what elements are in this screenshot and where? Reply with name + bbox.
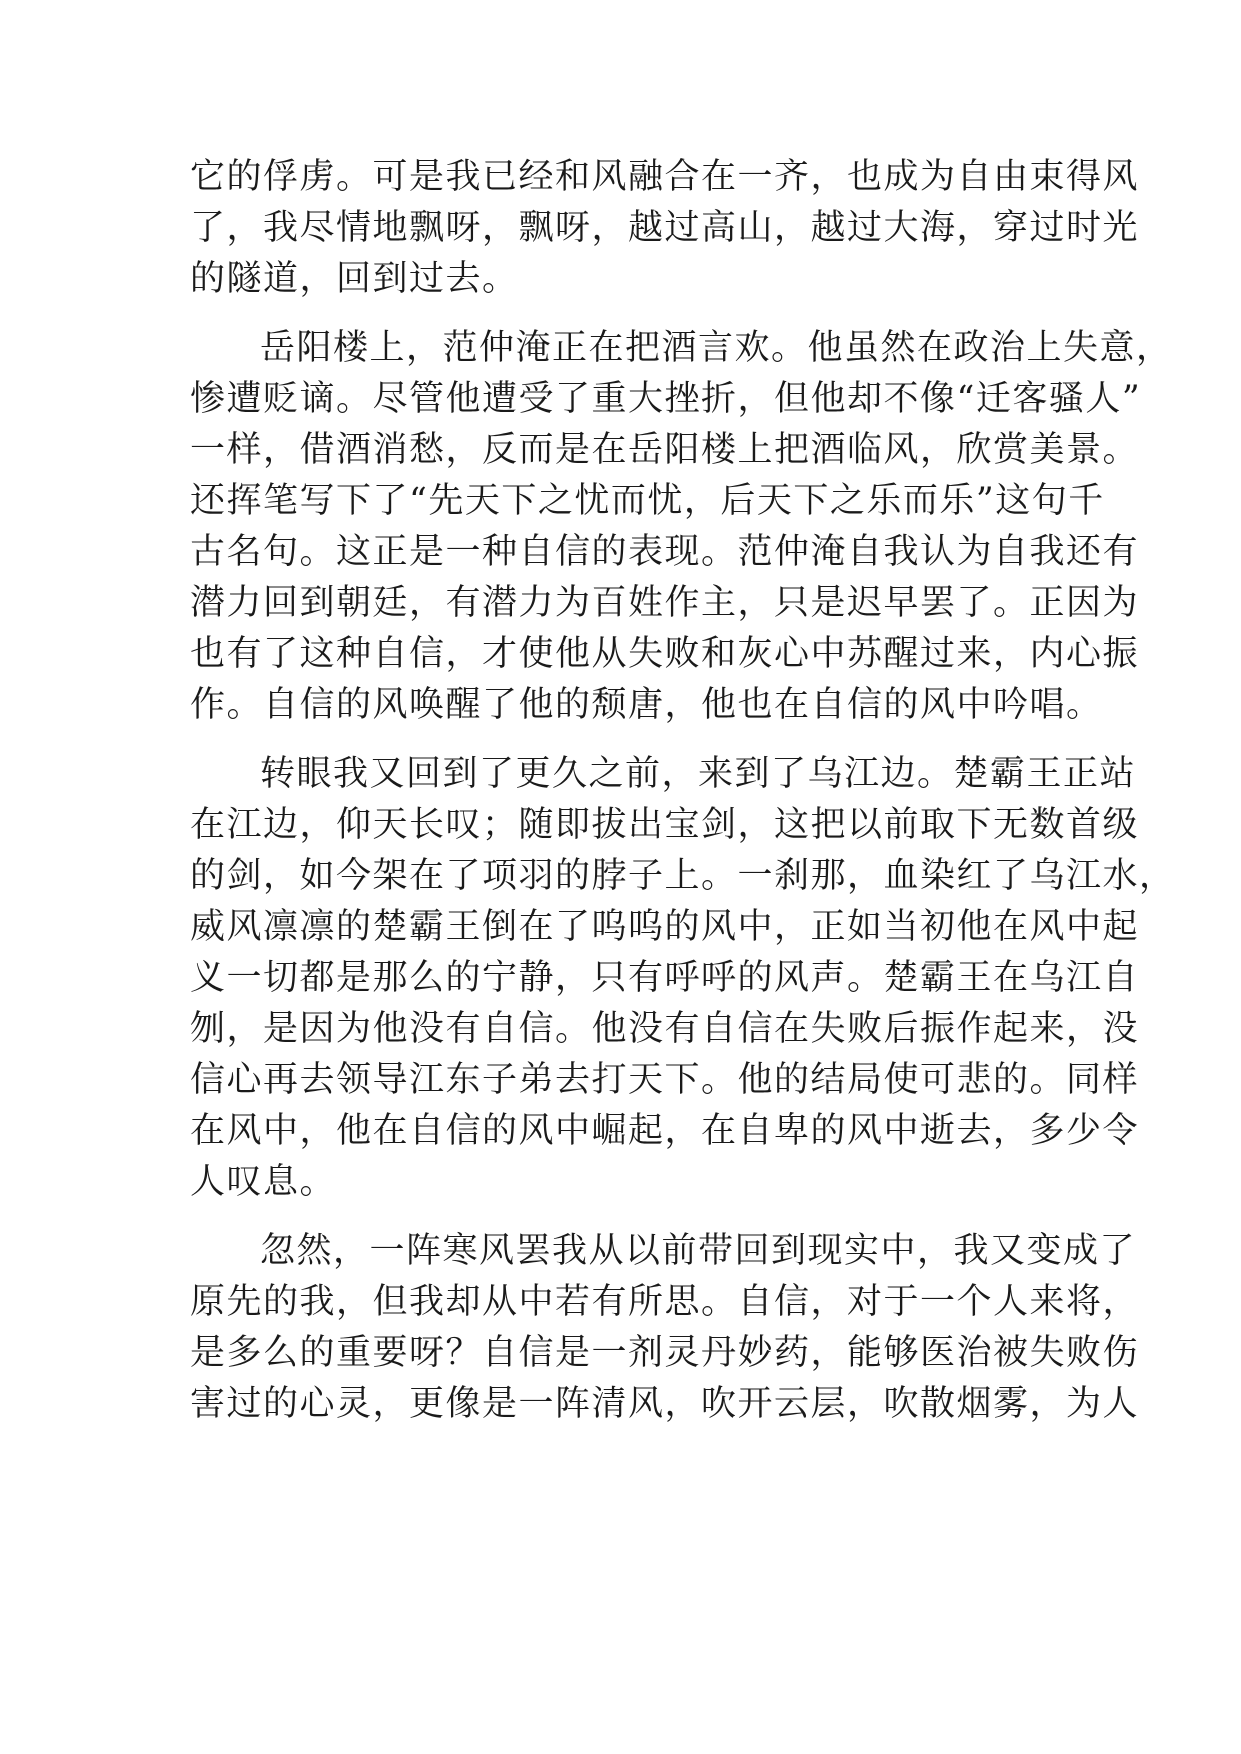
text-line: 在江边，仰天长叹；随即拔出宝剑，这把以前取下无数首级 (190, 805, 1140, 845)
text-line: 潜力回到朝廷，有潜力为百姓作主，只是迟早罢了。正因为 (190, 583, 1140, 623)
text-line: 是多么的重要呀？自信是一剂灵丹妙药，能够医治被失败伤 (190, 1333, 1140, 1373)
text-line: 害过的心灵，更像是一阵清风，吹开云层，吹散烟雾，为人 (190, 1384, 1140, 1424)
text-line: 作。自信的风唤醒了他的颓唐，他也在自信的风中吟唱。 (190, 685, 1103, 725)
text-line: 惨遭贬谪。尽管他遭受了重大挫折，但他却不像“迁客骚人” (190, 379, 1142, 419)
text-line: 它的俘虏。可是我已经和风融合在一齐，也成为自由束得风 (190, 157, 1140, 197)
text-line: 古名句。这正是一种自信的表现。范仲淹自我认为自我还有 (190, 532, 1140, 572)
text-line: 的隧道，回到过去。 (190, 259, 519, 299)
document-body (190, 152, 1176, 1448)
text-line: 也有了这种自信，才使他从失败和灰心中苏醒过来，内心振 (190, 634, 1140, 674)
text-line: 刎，是因为他没有自信。他没有自信在失败后振作起来，没 (190, 1009, 1140, 1049)
paragraph (190, 1226, 1140, 1430)
text-line: 在风中，他在自信的风中崛起，在自卑的风中逝去，多少令 (190, 1111, 1140, 1151)
text-line: 信心再去领导江东子弟去打天下。他的结局使可悲的。同样 (190, 1060, 1140, 1100)
paragraph (190, 323, 1173, 731)
paragraph (190, 152, 1140, 305)
text-line: 的剑，如今架在了项羽的脖子上。一刹那，血染红了乌江水， (190, 856, 1176, 896)
text-line: 了，我尽情地飘呀，飘呀，越过高山，越过大海，穿过时光 (190, 208, 1140, 248)
text-line: 还挥笔写下了“先天下之忧而忧，后天下之乐而乐”这句千 (190, 481, 1105, 521)
text-line: 人叹息。 (190, 1162, 337, 1202)
text-line: 一样，借酒消愁，反而是在岳阳楼上把酒临风，欣赏美景。 (190, 430, 1140, 470)
text-line: 转眼我又回到了更久之前，来到了乌江边。楚霸王正站 (260, 754, 1137, 794)
text-line: 忽然，一阵寒风罢我从以前带回到现实中，我又变成了 (260, 1231, 1137, 1271)
paragraph (190, 749, 1176, 1208)
text-line: 岳阳楼上，范仲淹正在把酒言欢。他虽然在政治上失意， (260, 328, 1173, 368)
text-line: 义一切都是那么的宁静，只有呼呼的风声。楚霸王在乌江自 (190, 958, 1140, 998)
text-line: 原先的我，但我却从中若有所思。自信，对于一个人来将， (190, 1282, 1140, 1322)
text-line: 威风凛凛的楚霸王倒在了呜呜的风中，正如当初他在风中起 (190, 907, 1140, 947)
